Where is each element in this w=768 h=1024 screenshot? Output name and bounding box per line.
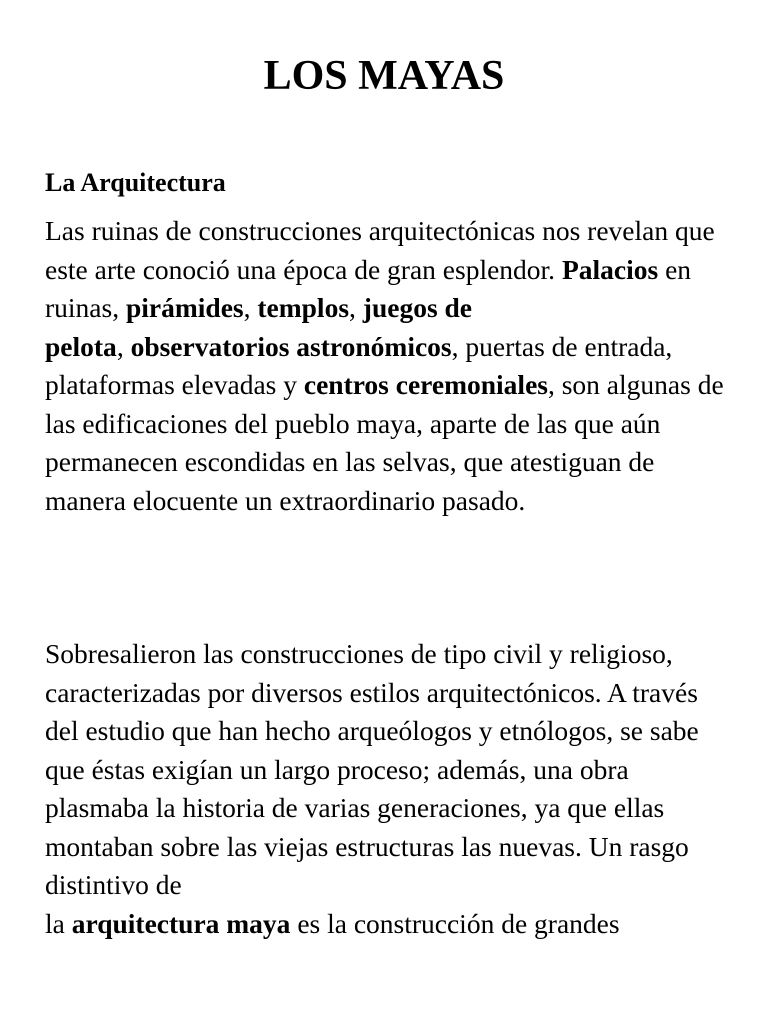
text-run: Las ruinas de construcciones arquitectónicas nos revelan que este arte conoció una época de gran esplendor. xyxy=(45,215,715,285)
text-run: , xyxy=(116,330,131,362)
bold-term-observatorios: observatorios astronómicos xyxy=(130,330,452,362)
bold-term-piramides: pirámides xyxy=(125,292,244,323)
bold-term-templos: templos xyxy=(257,292,350,323)
text-run: ruinas, xyxy=(45,292,126,323)
text-run: , xyxy=(349,292,363,323)
text-run: , xyxy=(243,292,258,323)
text-run: es la construcción de grandes xyxy=(290,907,620,939)
text-run: , puertas de entrada, plataformas elevadas y xyxy=(45,330,673,400)
page-title: LOS MAYAS xyxy=(263,53,505,99)
text-run: Sobresalieron las construcciones de tipo civil y religioso, caracterizadas por diversos estilos arquitectónicos. A través del estudio que han hecho arqueólogos y etnólogos, se sabe que éstas exigían un largo proceso; además, una obra plasmaba la historia de varias generaciones, ya que ellas montaban sobre las viejas estructuras las nuevas. Un rasgo distintivo de xyxy=(45,638,699,900)
text-run: , son algunas de las edificaciones del pueblo maya, aparte de las que aún permanecen escondidas en las selvas, que atestiguan de manera elocuente un extraordinario pasado. xyxy=(45,369,724,516)
bold-term-pelota: pelota xyxy=(45,330,117,362)
section-heading: La Arquitectura xyxy=(45,168,226,197)
bold-term-arquitectura-maya: arquitectura maya xyxy=(71,907,291,939)
text-run: la xyxy=(45,907,72,939)
text-run: en xyxy=(658,253,692,285)
bold-term-juegos-de: juegos de xyxy=(362,292,473,323)
bold-term-palacios: Palacios xyxy=(561,253,659,285)
paragraph-1 xyxy=(45,212,735,520)
paragraph-2 xyxy=(45,635,735,943)
bold-term-centros-ceremoniales: centros ceremoniales xyxy=(303,369,548,400)
